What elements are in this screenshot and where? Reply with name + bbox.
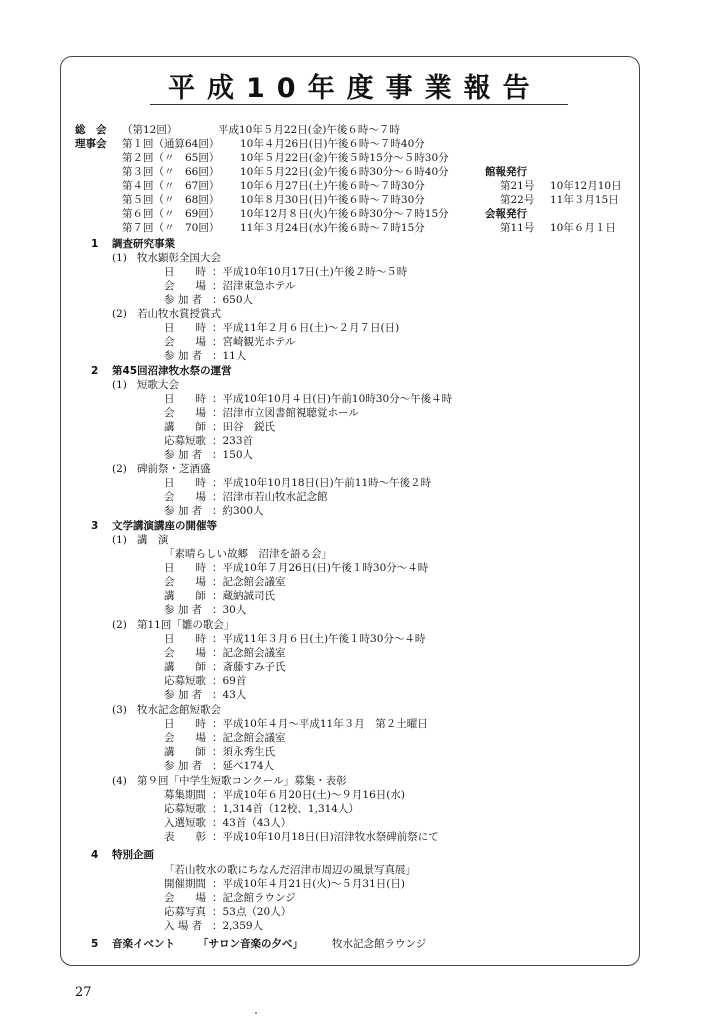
detail-label: 日 時 xyxy=(164,322,206,334)
bulletin-issue: 第22号 xyxy=(500,194,535,206)
board-meeting-no: 第５回（〃 68回） xyxy=(122,194,220,206)
newsletter-heading: 会報発行 xyxy=(485,208,527,220)
detail-label: 参 加 者 xyxy=(164,604,203,616)
detail-value: ：650人 xyxy=(212,294,254,306)
detail-value: ：平成11年２月６日(土)～２月７日(日) xyxy=(212,322,400,334)
detail-label: 講 師 xyxy=(164,590,206,602)
item-title: 若山牧水賞授賞式 xyxy=(137,308,221,320)
section-heading: 音楽イベント xyxy=(112,938,175,950)
detail-value: ：斎藤すみ子氏 xyxy=(212,661,286,673)
detail-label: 講 師 xyxy=(164,746,206,758)
detail-label: 日 時 xyxy=(164,718,206,730)
section-number: 4 xyxy=(91,849,99,861)
detail-label: 参 加 者 xyxy=(164,505,203,517)
detail-value: ：記念館会議室 xyxy=(212,647,286,659)
board-meeting-no: 第７回（〃 70回） xyxy=(122,222,220,234)
item-title: 牧水記念館短歌会 xyxy=(137,704,221,716)
page-number: 27 xyxy=(75,985,92,1000)
section-heading: 文学講演講座の開催等 xyxy=(112,520,217,532)
detail-label: 入 場 者 xyxy=(164,920,203,932)
board-meeting-datetime: 10年12月８日(火)午後６時30分～７時15分 xyxy=(240,208,449,220)
detail-value: ：平成10年10月18日(日)午前11時～午後２時 xyxy=(212,477,432,489)
detail-value: ：沼津市若山牧水記念館 xyxy=(212,491,328,503)
board-meeting-datetime: 10年５月22日(金)午後６時30分～６時40分 xyxy=(240,166,449,178)
detail-label: 会 場 xyxy=(164,647,206,659)
item-number: (1) xyxy=(112,534,127,546)
detail-value: ：平成11年３月６日(土)午後１時30分～４時 xyxy=(212,633,426,645)
detail-label: 会 場 xyxy=(164,407,206,419)
board-meeting-datetime: 10年８月30日(日)午後６時～７時30分 xyxy=(240,194,425,206)
detail-label: 応募写真 xyxy=(164,906,206,918)
board-meeting-no: 第３回（〃 66回） xyxy=(122,166,220,178)
detail-value: ：233首 xyxy=(212,435,254,447)
board-label: 理事会 xyxy=(75,138,107,150)
detail-label: 会 場 xyxy=(164,892,206,904)
detail-label: 講 師 xyxy=(164,661,206,673)
board-meeting-datetime: 11年３月24日(水)午後６時～７時15分 xyxy=(240,222,425,234)
detail-value: ：沼津市立図書館視聴覚ホール xyxy=(212,407,359,419)
board-meeting-no: 第２回（〃 65回） xyxy=(122,152,220,164)
detail-label: 開催期間 xyxy=(164,878,206,890)
detail-label: 日 時 xyxy=(164,562,206,574)
detail-value: ：田谷 鋭氏 xyxy=(212,421,275,433)
title-underline xyxy=(150,104,568,105)
item-title: 碑前祭・芝酒盛 xyxy=(137,463,211,475)
item-title: 講 演 xyxy=(137,534,169,546)
detail-value: ：沼津東急ホテル xyxy=(212,280,296,292)
section-number: 1 xyxy=(91,238,99,250)
detail-label: 表 彰 xyxy=(164,831,206,843)
assembly-datetime: 平成10年５月22日(金)午後６時～７時 xyxy=(218,124,400,136)
section-heading: 第45回沼津牧水祭の運営 xyxy=(112,365,232,377)
detail-label: 講 師 xyxy=(164,421,206,433)
detail-value: ：記念館会議室 xyxy=(212,576,286,588)
section-heading: 調査研究事業 xyxy=(112,238,175,250)
page-title: 平成10年度事業報告 xyxy=(168,73,542,104)
detail-value: ：11人 xyxy=(212,350,247,362)
section-number: 5 xyxy=(91,938,99,950)
detail-label: 応募短歌 xyxy=(164,435,206,447)
detail-value: ：約300人 xyxy=(212,505,264,517)
board-meeting-no: 第４回（〃 67回） xyxy=(122,180,220,192)
detail-label: 会 場 xyxy=(164,491,206,503)
detail-label: 応募短歌 xyxy=(164,675,206,687)
bulletin-issue-date: 10年12月10日 xyxy=(550,180,622,192)
detail-label: 日 時 xyxy=(164,633,206,645)
newsletter-issue-date: 10年６月１日 xyxy=(550,222,616,234)
detail-value: ：43首（43人） xyxy=(212,817,292,829)
detail-label: 募集期間 xyxy=(164,789,206,801)
detail-value: ：蔵納誠司氏 xyxy=(212,590,275,602)
detail-label: 参 加 者 xyxy=(164,449,203,461)
bulletin-issue-date: 11年３月15日 xyxy=(550,194,619,206)
detail-value: ：平成10年６月20日(土)～９月16日(水) xyxy=(212,789,405,801)
event-title: 「サロン音楽の夕べ」 xyxy=(198,938,303,950)
item-number: (1) xyxy=(112,379,127,391)
detail-label: 参 加 者 xyxy=(164,294,203,306)
detail-value: ：須永秀生氏 xyxy=(212,746,275,758)
detail-value: ：69首 xyxy=(212,675,247,687)
detail-value: ：平成10年10月４日(日)午前10時30分～午後４時 xyxy=(212,393,453,405)
detail-value: ：記念館会議室 xyxy=(212,732,286,744)
detail-label: 参 加 者 xyxy=(164,689,203,701)
item-number: (2) xyxy=(112,308,127,320)
detail-value: ：1,314首（12校、1,314人） xyxy=(212,803,359,815)
bulletin-heading: 館報発行 xyxy=(485,166,527,178)
detail-label: 日 時 xyxy=(164,393,206,405)
detail-value: ：2,359人 xyxy=(212,920,264,932)
detail-value: ：43人 xyxy=(212,689,247,701)
detail-label: 会 場 xyxy=(164,732,206,744)
detail-value: ：平成10年７月26日(日)午後１時30分～４時 xyxy=(212,562,429,574)
detail-value: ：53点（20人） xyxy=(212,906,292,918)
detail-value: ：平成10年４月～平成11年３月 第２土曜日 xyxy=(212,718,428,730)
item-title: 牧水顕彰全国大会 xyxy=(137,252,221,264)
detail-value: ：宮崎観光ホテル xyxy=(212,336,296,348)
detail-label: 日 時 xyxy=(164,477,206,489)
item-number: (2) xyxy=(112,619,127,631)
item-title: 第９回「中学生短歌コンクール」募集・表彰 xyxy=(137,775,347,787)
detail-label: 会 場 xyxy=(164,336,206,348)
item-number: (3) xyxy=(112,704,127,716)
detail-value: ：記念館ラウンジ xyxy=(212,892,296,904)
detail-label: 入選短歌 xyxy=(164,817,206,829)
board-meeting-no: 第１回（通算64回） xyxy=(122,138,220,150)
detail-value: ：平成10年10月17日(土)午後２時～５時 xyxy=(212,266,408,278)
detail-label: 会 場 xyxy=(164,280,206,292)
detail-value: ：30人 xyxy=(212,604,247,616)
detail-value: ：平成10年４月21日(火)～５月31日(日) xyxy=(212,878,405,890)
detail-value: ：平成10年10月18日(日)沼津牧水祭碑前祭にて xyxy=(212,831,439,843)
item-subtitle: 「素晴らしい故郷 沼津を語る会」 xyxy=(164,548,332,560)
board-meeting-datetime: 10年６月27日(土)午後６時～７時30分 xyxy=(240,180,425,192)
item-number: (2) xyxy=(112,463,127,475)
bulletin-issue: 第21号 xyxy=(500,180,535,192)
assembly-session: （第12回） xyxy=(122,124,178,136)
board-meeting-no: 第６回（〃 69回） xyxy=(122,208,220,220)
section-number: 3 xyxy=(91,520,99,532)
detail-label: 応募短歌 xyxy=(164,803,206,815)
scan-speck xyxy=(255,1012,257,1014)
item-subtitle: 「若山牧水の歌にちなんだ沼津市周辺の風景写真展」 xyxy=(164,864,416,876)
item-number: (1) xyxy=(112,252,127,264)
newsletter-issue: 第11号 xyxy=(500,222,535,234)
detail-label: 会 場 xyxy=(164,576,206,588)
assembly-label: 総 会 xyxy=(75,124,107,136)
detail-label: 参 加 者 xyxy=(164,760,203,772)
detail-value: ：150人 xyxy=(212,449,254,461)
item-title: 第11回「雛の歌会」 xyxy=(137,619,235,631)
detail-label: 参 加 者 xyxy=(164,350,203,362)
board-meeting-datetime: 10年５月22日(金)午後５時15分～５時30分 xyxy=(240,152,449,164)
event-venue: 牧水記念館ラウンジ xyxy=(332,938,427,950)
item-number: (4) xyxy=(112,775,127,787)
detail-value: ：延べ174人 xyxy=(212,760,275,772)
item-title: 短歌大会 xyxy=(137,379,179,391)
section-heading: 特別企画 xyxy=(112,849,154,861)
board-meeting-datetime: 10年４月26日(日)午後６時～７時40分 xyxy=(240,138,425,150)
detail-label: 日 時 xyxy=(164,266,206,278)
section-number: 2 xyxy=(91,365,99,377)
